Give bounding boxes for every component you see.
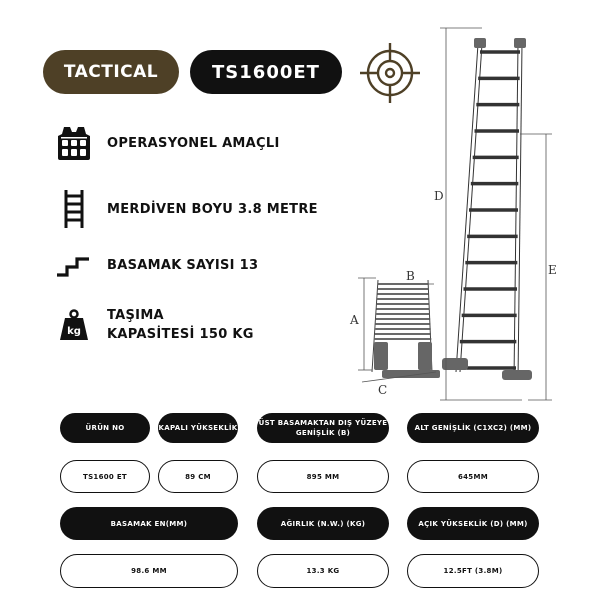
- dim-label-d: D: [434, 189, 444, 203]
- spec-value-open-height: 12.5FT (3.8M): [407, 554, 539, 588]
- feature-purpose: [55, 124, 280, 162]
- feature-steps: [55, 246, 258, 284]
- brand-label: TACTICAL: [63, 62, 159, 82]
- feature-capacity-line2: KAPASİTESİ 150 KG: [107, 327, 254, 342]
- spec-header-open-height: AÇIK YÜKSEKLİK (D) (MM): [407, 507, 539, 540]
- feature-purpose-text: OPERASYONEL AMAÇLI: [107, 135, 280, 151]
- brand-badge: [43, 50, 179, 94]
- model-badge: [190, 50, 342, 94]
- dim-label-e: E: [548, 263, 557, 277]
- spec-header-product-no: ÜRÜN NO: [60, 413, 150, 443]
- spec-value-top-width: 895 MM: [257, 460, 389, 493]
- steps-icon: [55, 246, 93, 284]
- feature-capacity-text: [107, 306, 254, 344]
- model-label: TS1600ET: [212, 61, 320, 83]
- dim-label-c: C: [378, 383, 388, 397]
- spec-header-top-width: ÜST BASAMAKTAN DIŞ YÜZEYE GENİŞLİK (B): [257, 413, 389, 443]
- feature-capacity: [55, 306, 254, 344]
- spec-header-weight: AĞIRLIK (N.W.) (KG): [257, 507, 389, 540]
- spec-value-closed-height: 89 CM: [158, 460, 238, 493]
- feature-length-text: MERDİVEN BOYU 3.8 METRE: [107, 201, 318, 217]
- ladder-icon: [55, 190, 93, 228]
- spec-value-weight: 13.3 KG: [257, 554, 389, 588]
- weight-icon-label: kg: [67, 326, 81, 337]
- ladder-dimension-diagram: [342, 22, 592, 406]
- dim-label-b: B: [406, 269, 415, 283]
- spec-header-bottom-width: ALT GENİŞLİK (C1XC2) (MM): [407, 413, 539, 443]
- feature-capacity-line1: TAŞIMA: [107, 308, 164, 323]
- spec-header-closed-height: KAPALI YÜKSEKLİK: [158, 413, 238, 443]
- spec-value-step-width: 98.6 MM: [60, 554, 238, 588]
- weight-icon: [55, 306, 93, 344]
- spec-header-step-width: BASAMAK EN(MM): [60, 507, 238, 540]
- vest-icon: [55, 124, 93, 162]
- feature-length: [55, 190, 318, 228]
- spec-value-bottom-width: 645MM: [407, 460, 539, 493]
- feature-steps-text: BASAMAK SAYISI 13: [107, 257, 259, 273]
- dim-label-a: A: [350, 313, 359, 327]
- spec-value-product-no: TS1600 ET: [60, 460, 150, 493]
